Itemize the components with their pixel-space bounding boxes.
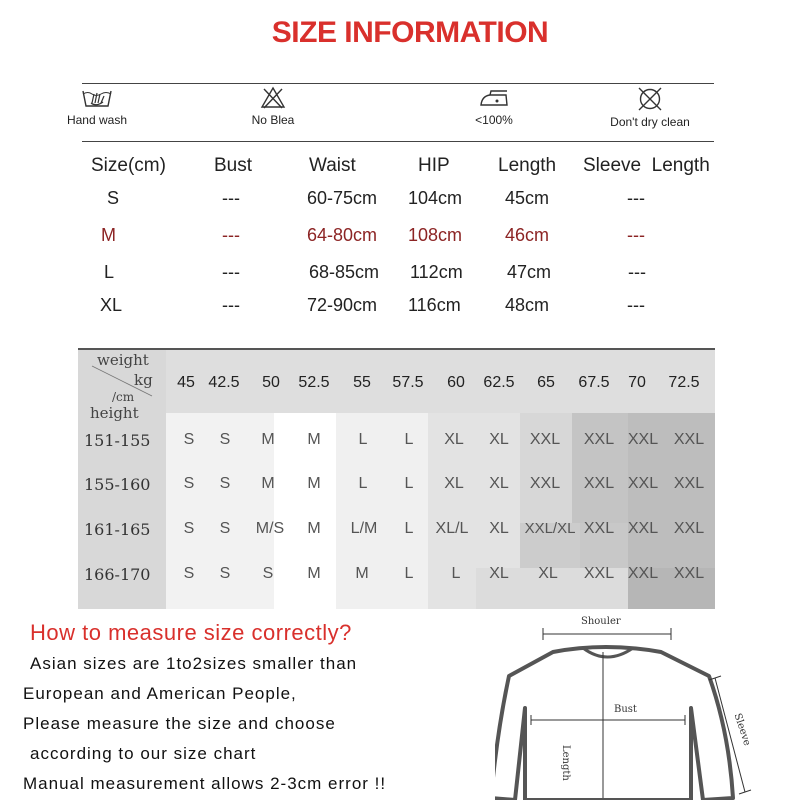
corner-kg: kg: [134, 371, 153, 389]
row-m-waist: 64-80cm: [307, 225, 378, 245]
header-length: Length: [498, 155, 557, 176]
grid-cell: S: [219, 475, 231, 492]
measure-line: according to our size chart: [30, 744, 257, 763]
row-xl-length: 48cm: [505, 295, 550, 315]
weight-value: 45: [177, 374, 195, 391]
row-s-sleeve: ---: [627, 188, 645, 208]
grid-cell: XXL: [583, 565, 615, 582]
grid-cell: M: [261, 475, 275, 492]
care-hand-wash: [37, 86, 157, 127]
top-divider: [82, 83, 714, 84]
care-label: Hand wash: [66, 113, 128, 127]
diagram-bust-label: Bust: [614, 704, 637, 715]
weight-value: 62.5: [483, 374, 515, 391]
weight-value: 50: [262, 374, 280, 391]
height-label: 166-170: [84, 565, 151, 584]
corner-cm: /cm: [112, 390, 135, 404]
grid-cell: XXL: [673, 475, 705, 492]
weight-value: 52.5: [298, 374, 330, 391]
row-m-bust: ---: [222, 225, 240, 245]
care-no-dry-clean: [590, 86, 710, 129]
grid-cell: XXL: [627, 565, 659, 582]
row-s-waist: 60-75cm: [307, 188, 378, 208]
weight-value: 57.5: [392, 374, 424, 391]
grid-cell: S: [183, 475, 195, 492]
page-title: SIZE INFORMATION: [271, 16, 549, 49]
measure-line: European and American People,: [23, 684, 297, 703]
grid-cell: L: [358, 431, 368, 448]
grid-cell: S: [183, 431, 195, 448]
row-l-sleeve: ---: [628, 262, 646, 282]
care-iron: [434, 86, 554, 127]
row-l-hip: 112cm: [410, 262, 463, 282]
row-xl-waist: 72-90cm: [307, 295, 378, 315]
grid-cell: XL: [489, 565, 509, 582]
grid-cell: S: [183, 520, 195, 537]
row-l-size: L: [104, 262, 115, 282]
no-dry-clean-icon: [637, 86, 663, 112]
diagram-shoulder-label: Shouler: [581, 616, 621, 627]
grid-cell: L: [358, 475, 368, 492]
height-label: 161-165: [84, 520, 151, 539]
grid-cell: S: [262, 565, 274, 582]
grid-cell: L: [404, 475, 414, 492]
grid-cell: XL: [489, 475, 509, 492]
zone-xl-a: [520, 413, 572, 523]
corner-height: height: [90, 404, 139, 422]
row-s-hip: 104cm: [408, 188, 463, 208]
care-label: No Blea: [251, 113, 295, 127]
grid-cell: XXL/XL: [524, 520, 576, 537]
grid-cell: XXL: [583, 475, 615, 492]
header-hip: HIP: [418, 155, 450, 176]
care-no-bleach: [213, 86, 333, 127]
hand-wash-icon: [80, 86, 114, 110]
row-s-bust: ---: [222, 188, 240, 208]
no-bleach-icon: [260, 86, 286, 110]
care-label: Don't dry clean: [610, 115, 690, 129]
grid-cell: M: [307, 520, 321, 537]
grid-cell: M/S: [255, 520, 285, 537]
corner-weight: weight: [97, 351, 149, 369]
grid-cell: S: [219, 431, 231, 448]
grid-cell: M: [307, 565, 321, 582]
row-m-size: M: [101, 225, 116, 245]
grid-cell: XL/L: [435, 520, 469, 537]
grid-cell: L: [404, 565, 414, 582]
row-m-length: 46cm: [505, 225, 550, 245]
zone-m-light: [274, 413, 336, 609]
row-l-bust: ---: [222, 262, 240, 282]
grid-cell: M: [307, 475, 321, 492]
grid-cell: XXL: [583, 520, 615, 537]
grid-cell: XL: [489, 431, 509, 448]
grid-cell: XXL: [583, 431, 615, 448]
grid-cell: L: [404, 520, 414, 537]
row-l-waist: 68-85cm: [309, 262, 380, 282]
grid-cell: L/M: [350, 520, 378, 537]
grid-cell: XL: [489, 520, 509, 537]
row-xl-bust: ---: [222, 295, 240, 315]
weight-value: 67.5: [578, 374, 610, 391]
zone-m: [336, 413, 428, 609]
header-size: Size(cm): [91, 155, 166, 176]
weight-value: 60: [447, 374, 465, 391]
height-label: 151-155: [84, 431, 151, 450]
header-bust: Bust: [214, 155, 253, 176]
diagram-length-label: Length: [560, 745, 571, 781]
grid-cell: S: [183, 565, 195, 582]
row-l-length: 47cm: [507, 262, 552, 282]
grid-cell: XL: [538, 565, 558, 582]
care-label: <100%: [475, 113, 513, 127]
grid-cell: M: [355, 565, 369, 582]
row-xl-sleeve: ---: [627, 295, 645, 315]
grid-cell: M: [261, 431, 275, 448]
weight-value: 65: [537, 374, 555, 391]
diagram-sleeve-label: Sleeve: [731, 712, 753, 748]
grid-cell: S: [219, 565, 231, 582]
header-sleeve-length: Sleeve Length: [583, 155, 710, 176]
measure-line: Manual measurement allows 2-3cm error !!: [23, 774, 387, 793]
row-m-hip: 108cm: [408, 225, 463, 245]
bottom-divider: [82, 141, 714, 142]
row-s-size: S: [107, 188, 120, 208]
weight-value: 42.5: [208, 374, 240, 391]
grid-cell: XXL: [627, 431, 659, 448]
grid-cell: XL: [444, 475, 464, 492]
height-label: 155-160: [84, 475, 151, 494]
header-waist: Waist: [309, 155, 356, 176]
grid-cell: S: [219, 520, 231, 537]
measure-heading: How to measure size correctly?: [30, 620, 352, 645]
row-xl-size: XL: [100, 295, 123, 315]
weight-value: 70: [628, 374, 646, 391]
zone-xxl-a: [572, 413, 628, 523]
row-s-length: 45cm: [505, 188, 550, 208]
grid-cell: XXL: [627, 475, 659, 492]
grid-cell: XXL: [673, 431, 705, 448]
grid-cell: M: [307, 431, 321, 448]
weight-value: 55: [353, 374, 371, 391]
grid-cell: XXL: [627, 520, 659, 537]
grid-cell: L: [404, 431, 414, 448]
weight-value: 72.5: [668, 374, 700, 391]
iron-icon: [477, 86, 511, 110]
row-xl-hip: 116cm: [408, 295, 461, 315]
grid-cell: XXL: [529, 475, 561, 492]
grid-cell: L: [451, 565, 461, 582]
grid-cell: XXL: [673, 520, 705, 537]
grid-cell: XXL: [529, 431, 561, 448]
grid-cell: XL: [444, 431, 464, 448]
row-m-sleeve: ---: [627, 225, 645, 245]
measure-line: Please measure the size and choose: [23, 714, 336, 733]
grid-cell: XXL: [673, 565, 705, 582]
measure-line: Asian sizes are 1to2sizes smaller than: [30, 654, 358, 673]
